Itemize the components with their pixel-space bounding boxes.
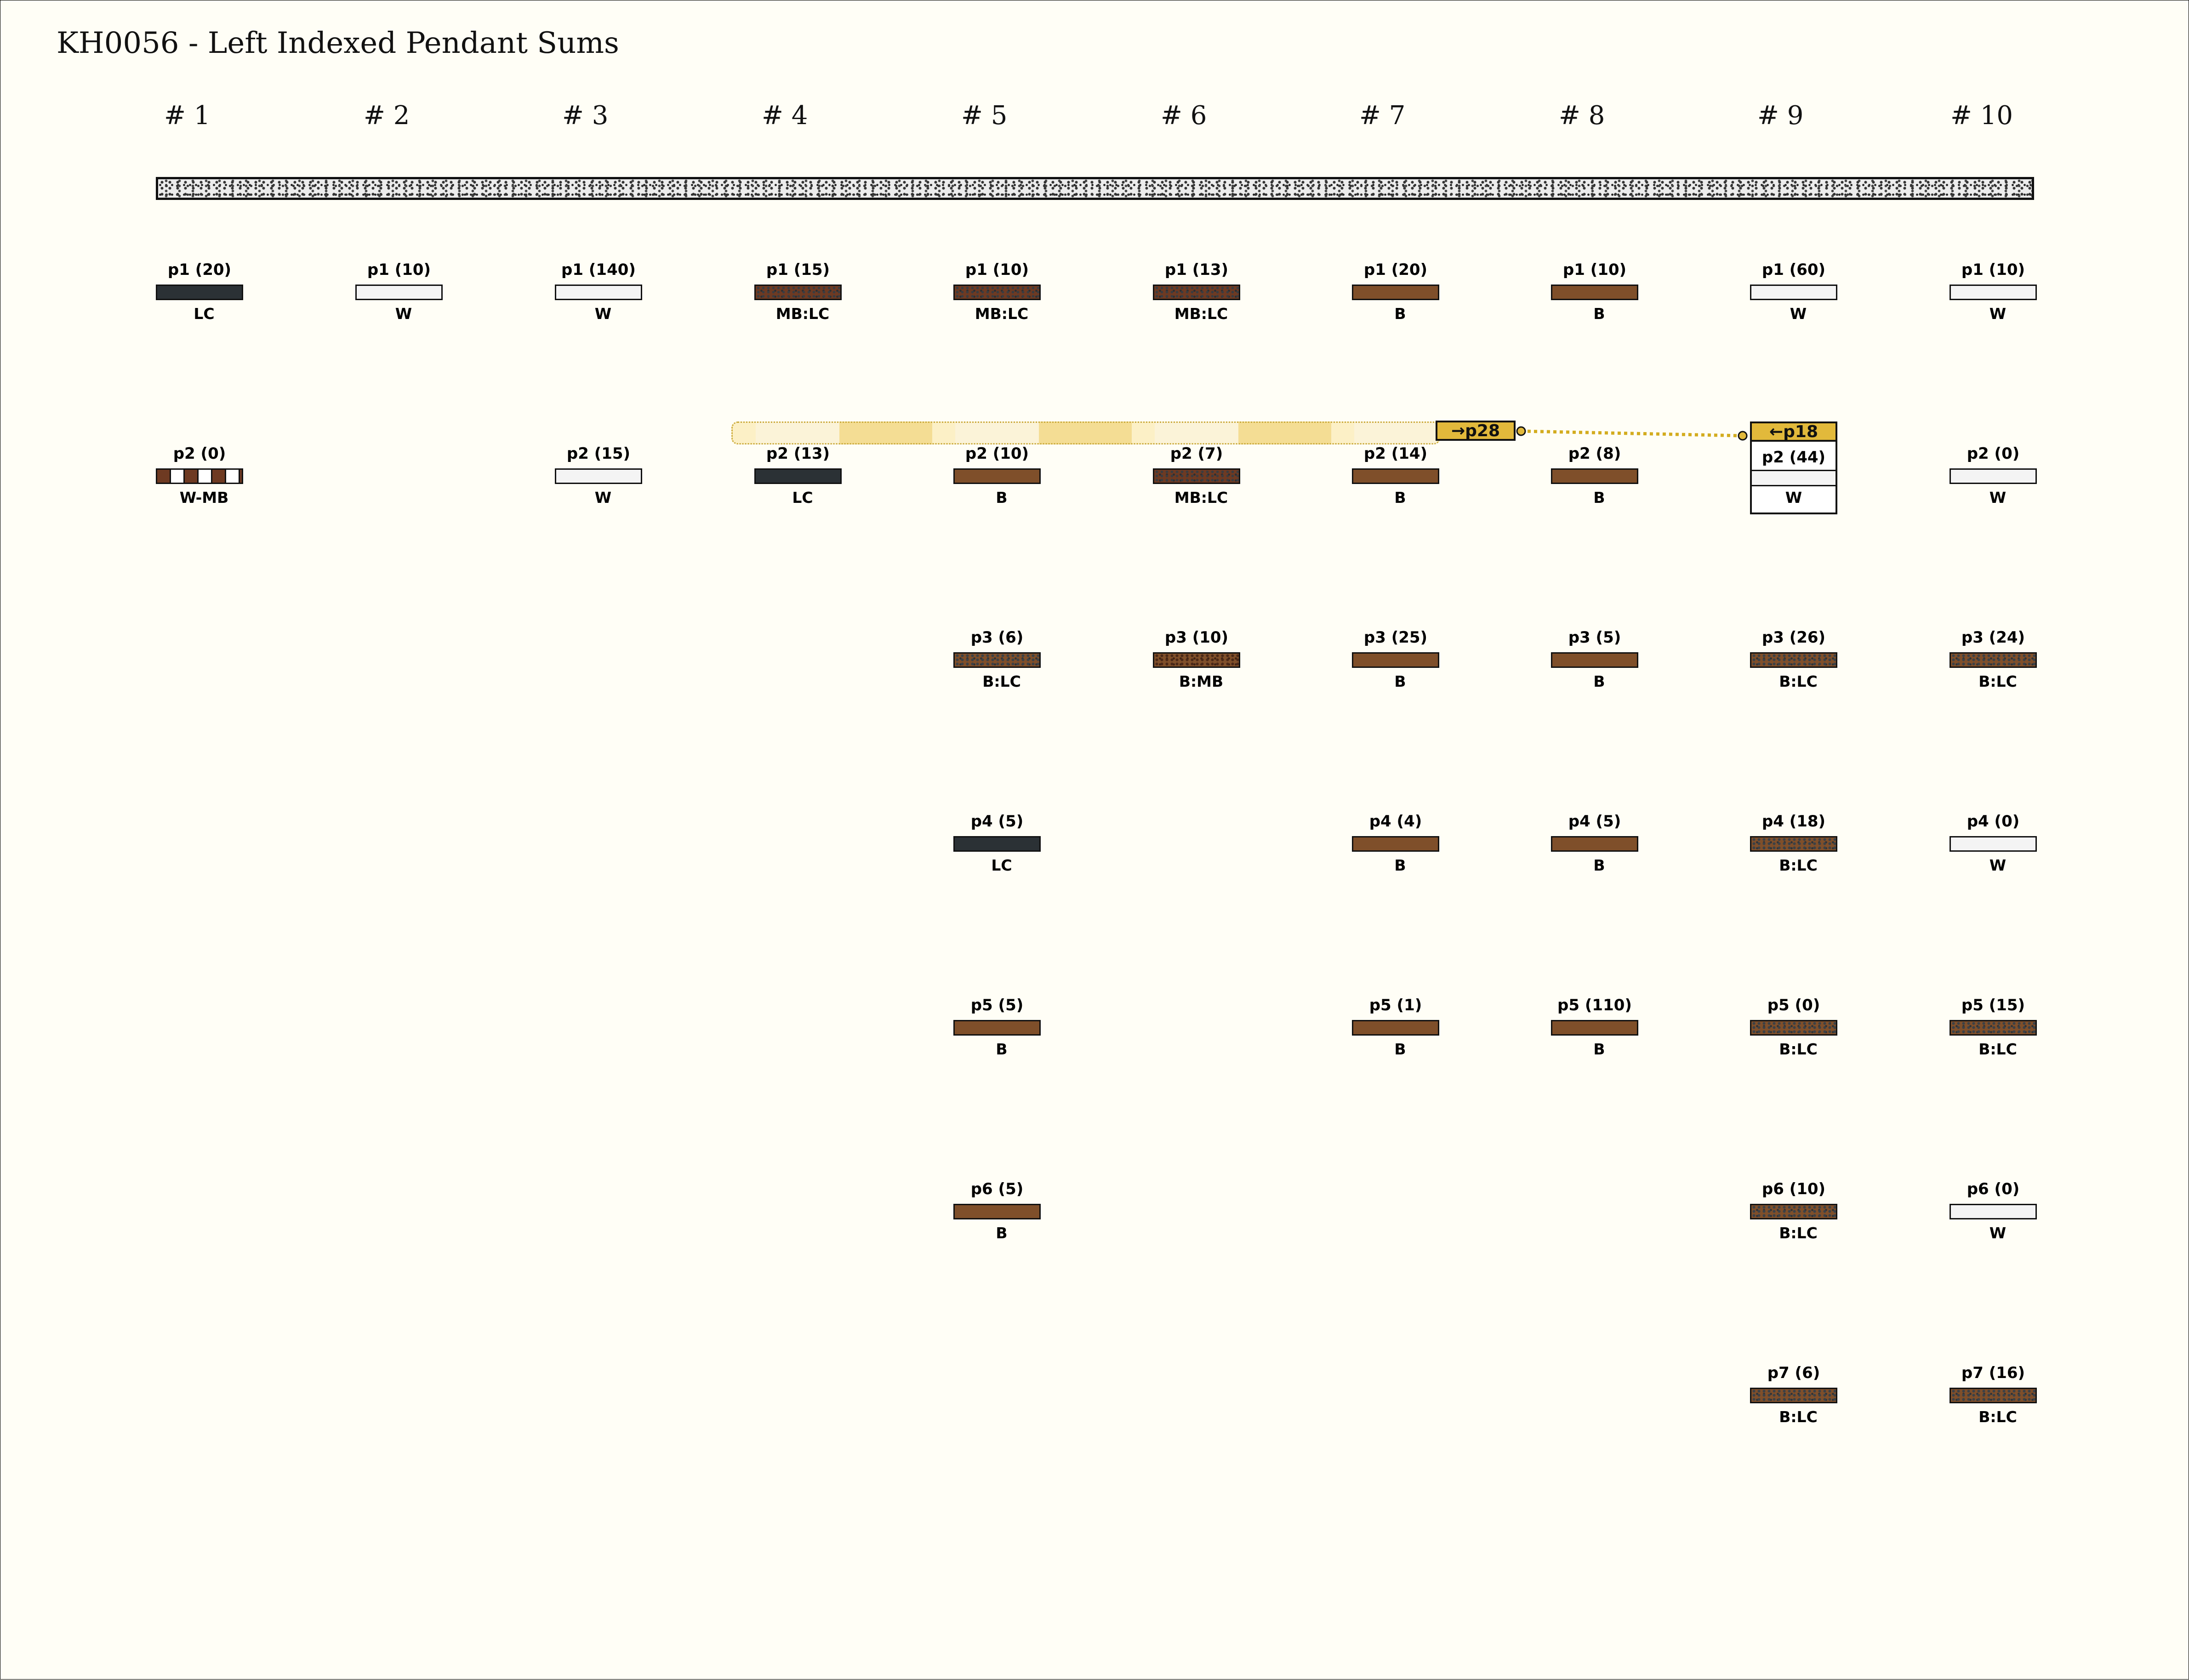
pendant-color-bar [1551, 468, 1638, 484]
group-label-5: # 5 [961, 101, 1008, 131]
pendant-color-code: B:LC [1978, 1408, 2017, 1426]
pendant-color-code: W [1989, 856, 2007, 874]
pendant-label: p7 (16) [1961, 1364, 2025, 1382]
primary-cord [156, 177, 2034, 200]
pendant-color-code: B [1593, 489, 1605, 507]
pendant-color-bar [953, 468, 1041, 484]
pendant-color-code: B [996, 1040, 1008, 1058]
pendant-label: p6 (0) [1967, 1180, 2020, 1198]
sum-target-tag: ←p18 [1750, 421, 1837, 442]
sum-link-line [1521, 431, 1743, 436]
pendant-color-bar [1950, 468, 2037, 484]
pendant-label: p1 (10) [1961, 261, 2025, 279]
pendant-label: p4 (0) [1967, 812, 2020, 831]
pendant-label: p1 (10) [1562, 261, 1627, 279]
pendant-label: p3 (26) [1761, 628, 1826, 647]
pendant-color-code: W [1989, 305, 2007, 323]
pendant-color-code: B:LC [1978, 672, 2017, 690]
pendant-color-code: B:LC [1779, 856, 1818, 874]
pendant-label: p2 (13) [766, 444, 830, 463]
pendant-label: p2 (10) [965, 444, 1029, 463]
pendant-color-bar [156, 285, 243, 300]
group-label-1: # 1 [164, 101, 211, 131]
pendant-color-code: B [996, 1224, 1008, 1242]
pendant-color-bar [1352, 652, 1439, 668]
pendant-color-bar [1950, 836, 2037, 852]
group-label-3: # 3 [562, 101, 609, 131]
pendant-label: p1 (13) [1164, 261, 1229, 279]
pendant-label: p5 (1) [1369, 996, 1422, 1014]
pendant-color-code: B:LC [1779, 1040, 1818, 1058]
pendant-color-bar [1750, 1204, 1837, 1219]
pendant-color-code: LC [991, 856, 1012, 874]
pendant-color-bar [754, 285, 842, 300]
pendant-color-code: W [1790, 305, 1807, 323]
pendant-label: p1 (15) [766, 261, 830, 279]
sum-link-start-dot [1517, 427, 1525, 435]
pendant-color-code: LC [194, 305, 215, 323]
pendant-label: p1 (140) [561, 261, 636, 279]
pendant-label: p4 (5) [970, 812, 1024, 831]
pendant-color-code: MB:LC [1174, 305, 1228, 323]
pendant-label: p3 (25) [1363, 628, 1428, 647]
pendant-color-code: B:LC [982, 672, 1021, 690]
pendant-color-code: W [594, 305, 612, 323]
pendant-label: p5 (0) [1767, 996, 1820, 1014]
pendant-label: p5 (5) [970, 996, 1024, 1014]
pendant-color-code: LC [792, 489, 813, 507]
pendant-color-bar [1153, 652, 1240, 668]
pendant-label: p6 (5) [970, 1180, 1024, 1198]
pendant-label: p6 (10) [1761, 1180, 1826, 1198]
pendant-color-bar [1750, 1388, 1837, 1403]
pendant-color-code: B [1394, 305, 1406, 323]
pendant-color-code: B [1593, 305, 1605, 323]
pendant-color-bar [1950, 1204, 2037, 1219]
sum-source-tag[interactable]: →p28 [1436, 421, 1516, 441]
group-label-4: # 4 [762, 101, 808, 131]
pendant-color-bar [1352, 468, 1439, 484]
pendant-color-bar [1551, 285, 1638, 300]
pendant-color-bar [1750, 285, 1837, 300]
pendant-color-bar [953, 652, 1041, 668]
group-label-10: # 10 [1950, 101, 2013, 131]
pendant-label: p1 (20) [1363, 261, 1428, 279]
pendant-color-bar [555, 468, 642, 484]
sum-target-bar [1752, 471, 1836, 485]
pendant-label: p2 (0) [173, 444, 226, 463]
sum-target-bar-bottom [1752, 485, 1836, 486]
pendant-color-code: B [1394, 672, 1406, 690]
pendant-label: p5 (15) [1961, 996, 2025, 1014]
sum-link-end-dot [1739, 432, 1747, 440]
pendant-color-bar [1950, 285, 2037, 300]
sum-target-pendant[interactable] [1750, 421, 1837, 514]
pendant-color-code: B [996, 489, 1008, 507]
group-label-7: # 7 [1359, 101, 1406, 131]
pendant-label: p2 (0) [1967, 444, 2020, 463]
pendant-color-code: B [1593, 856, 1605, 874]
pendant-color-bar [1750, 836, 1837, 852]
pendant-color-code: W-MB [179, 489, 229, 507]
pendant-color-bar [355, 285, 443, 300]
pendant-color-bar [953, 1020, 1041, 1036]
pendant-color-code: W [1989, 489, 2007, 507]
pendant-label: p1 (60) [1761, 261, 1826, 279]
pendant-color-bar [1750, 1020, 1837, 1036]
pendant-label: p1 (10) [367, 261, 431, 279]
pendant-color-bar [1950, 652, 2037, 668]
pendant-label: p1 (20) [167, 261, 232, 279]
pendant-color-code: B [1593, 1040, 1605, 1058]
pendant-label: p4 (5) [1568, 812, 1621, 831]
pendant-color-bar [1153, 285, 1240, 300]
pendant-color-bar [953, 836, 1041, 852]
pendant-color-code: B [1394, 489, 1406, 507]
pendant-label: p1 (10) [965, 261, 1029, 279]
pendant-label: p5 (110) [1557, 996, 1632, 1014]
sum-source-band [731, 421, 1440, 444]
pendant-color-bar [953, 285, 1041, 300]
pendant-label: p7 (6) [1767, 1364, 1820, 1382]
pendant-label: p3 (24) [1961, 628, 2025, 647]
pendant-color-code: B [1394, 856, 1406, 874]
pendant-label: p3 (10) [1164, 628, 1229, 647]
pendant-color-bar [1750, 652, 1837, 668]
pendant-label: p4 (4) [1369, 812, 1422, 831]
pendant-color-code: B:LC [1779, 1224, 1818, 1242]
pendant-color-bar [1352, 285, 1439, 300]
group-label-8: # 8 [1559, 101, 1605, 131]
pendant-color-bar [1352, 1020, 1439, 1036]
pendant-color-code: B:MB [1179, 672, 1224, 690]
pendant-color-code: B [1394, 1040, 1406, 1058]
group-label-6: # 6 [1161, 101, 1207, 131]
pendant-label: p2 (7) [1170, 444, 1223, 463]
pendant-color-bar [1950, 1388, 2037, 1403]
pendant-color-code: B:LC [1779, 672, 1818, 690]
pendant-label: p3 (5) [1568, 628, 1621, 647]
pendant-color-bar [1352, 836, 1439, 852]
pendant-color-code: B:LC [1978, 1040, 2017, 1058]
pendant-label: p2 (14) [1363, 444, 1428, 463]
pendant-color-bar [1950, 1020, 2037, 1036]
pendant-color-bar [555, 285, 642, 300]
pendant-color-bar [754, 468, 842, 484]
pendant-label: p2 (8) [1568, 444, 1621, 463]
pendant-label: p4 (18) [1761, 812, 1826, 831]
pendant-color-bar [1551, 836, 1638, 852]
pendant-color-code: MB:LC [1174, 489, 1228, 507]
sum-target-label: p2 (44) [1761, 448, 1826, 467]
pendant-color-bar [1551, 1020, 1638, 1036]
sum-target-code: W [1785, 489, 1802, 507]
pendant-color-code: B:LC [1779, 1408, 1818, 1426]
page-title: KH0056 - Left Indexed Pendant Sums [57, 26, 619, 60]
pendant-label: p2 (15) [566, 444, 631, 463]
pendant-color-bar [953, 1204, 1041, 1219]
pendant-color-code: W [395, 305, 412, 323]
pendant-color-code: MB:LC [975, 305, 1029, 323]
pendant-color-bar [1153, 468, 1240, 484]
pendant-color-code: W [594, 489, 612, 507]
group-label-2: # 2 [364, 101, 410, 131]
pendant-color-bar [1551, 652, 1638, 668]
group-label-9: # 9 [1757, 101, 1804, 131]
pendant-color-code: W [1989, 1224, 2007, 1242]
pendant-color-code: MB:LC [775, 305, 830, 323]
pendant-label: p3 (6) [970, 628, 1024, 647]
pendant-color-code: B [1593, 672, 1605, 690]
pendant-color-bar [156, 468, 243, 484]
